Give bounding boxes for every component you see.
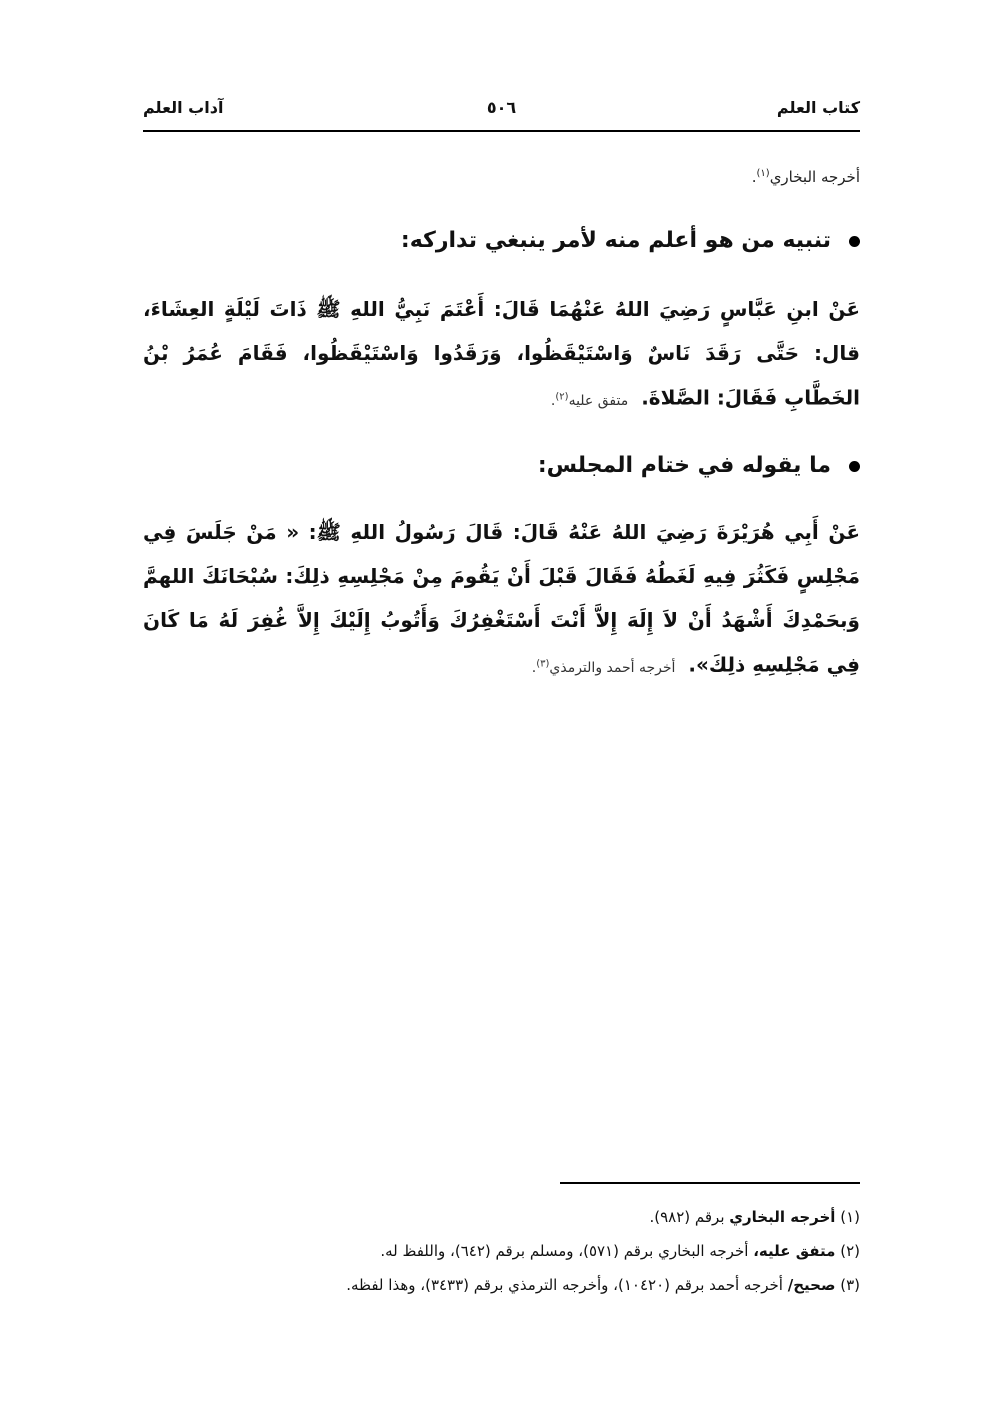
footnote-source: أخرجه البخاري [729, 1208, 836, 1226]
footnote-number: (٣) [840, 1276, 860, 1294]
intro-text: أخرجه البخاري [769, 168, 860, 186]
footnote-source: صحيح/ [787, 1276, 836, 1294]
footnote-2 [143, 1240, 860, 1262]
hadith-attribution-1 [551, 393, 628, 409]
bullet-icon [849, 461, 860, 472]
attribution-text-1: متفق عليه [568, 392, 629, 409]
footnote-text: أخرجه البخاري برقم (٥٧١)، ومسلم برقم (٦٤٢)، واللفظ له. [380, 1242, 749, 1260]
header-chapter-title: آداب العلم [143, 98, 224, 117]
footnote-text: برقم (٩٨٢). [649, 1208, 725, 1226]
footnote-number: (١) [840, 1208, 860, 1226]
attribution-end-2: . [531, 659, 537, 676]
page-header [143, 98, 860, 128]
footnote-divider [560, 1182, 860, 1184]
footnote-3 [143, 1274, 860, 1296]
hadith-paragraph-1 [143, 287, 860, 423]
footnote-ref-1: (١) [756, 168, 770, 179]
section-heading-1-text: تنبيه من هو أعلم منه لأمر ينبغي تداركه: [400, 228, 831, 253]
footnote-ref-2: (٢) [555, 391, 569, 402]
bullet-icon [849, 236, 860, 247]
section-heading-1 [401, 228, 860, 253]
footnote-number: (٢) [840, 1242, 860, 1260]
footnote-1 [143, 1206, 860, 1228]
page-number: ٥٠٦ [486, 98, 517, 117]
footnote-source: متفق عليه، [753, 1242, 836, 1260]
attribution-end-1: . [550, 392, 556, 409]
header-book-title: كتاب العلم [776, 98, 860, 117]
hadith-text-2: عَنْ أَبِي هُرَيْرَةَ رَضِيَ اللهُ عَنْهُ قَالَ: قَالَ رَسُولُ اللهِ ﷺ: « مَنْ جَلَسَ فِي مَجْلِسٍ فَكَثُرَ فِيهِ لَغَطُهُ فَقَالَ قَبْلَ أَنْ يَقُومَ مِنْ مَجْلِسِهِ ذلِكَ: سُبْحَانَكَ اللهمَّ وَبحَمْدِكَ أَشْهَدُ أَنْ لاَ إِلَهَ إِلاَّ أَنْتَ أَسْتَغْفِرُكَ وَأَتُوبُ إِلَيْكَ إِلاَّ غُفِرَ لَهُ مَا كَانَ فِي مَجْلِسِهِ ذلِكَ». [143, 520, 860, 677]
intro-end: . [751, 168, 757, 186]
hadith-attribution-2 [532, 660, 676, 676]
intro-line [752, 168, 860, 186]
header-divider [143, 130, 860, 132]
section-heading-2 [538, 453, 860, 478]
hadith-paragraph-2 [143, 510, 860, 690]
footnote-text: أخرجه أحمد برقم (١٠٤٢٠)، وأخرجه الترمذي برقم (٣٤٣٣)، وهذا لفظه. [346, 1276, 783, 1294]
attribution-text-2: أخرجه أحمد والترمذي [549, 659, 676, 676]
hadith-text-1: عَنْ ابنِ عَبَّاسٍ رَضِيَ اللهُ عَنْهُمَا قَالَ: أَعْتَمَ نَبِيُّ اللهِ ﷺ ذَاتَ لَيْلَةٍ العِشَاءَ، قال: حَتَّى رَقَدَ نَاسٌ وَاسْتَيْقَظُوا، وَرَقَدُوا وَاسْتَيْقَظُوا، فَقَامَ عُمَرُ بْنُ الخَطَّابِ فَقَالَ: الصَّلاةَ. [143, 297, 860, 410]
section-heading-2-text: ما يقوله في ختام المجلس: [537, 453, 831, 478]
footnote-ref-3: (٣) [536, 658, 550, 669]
